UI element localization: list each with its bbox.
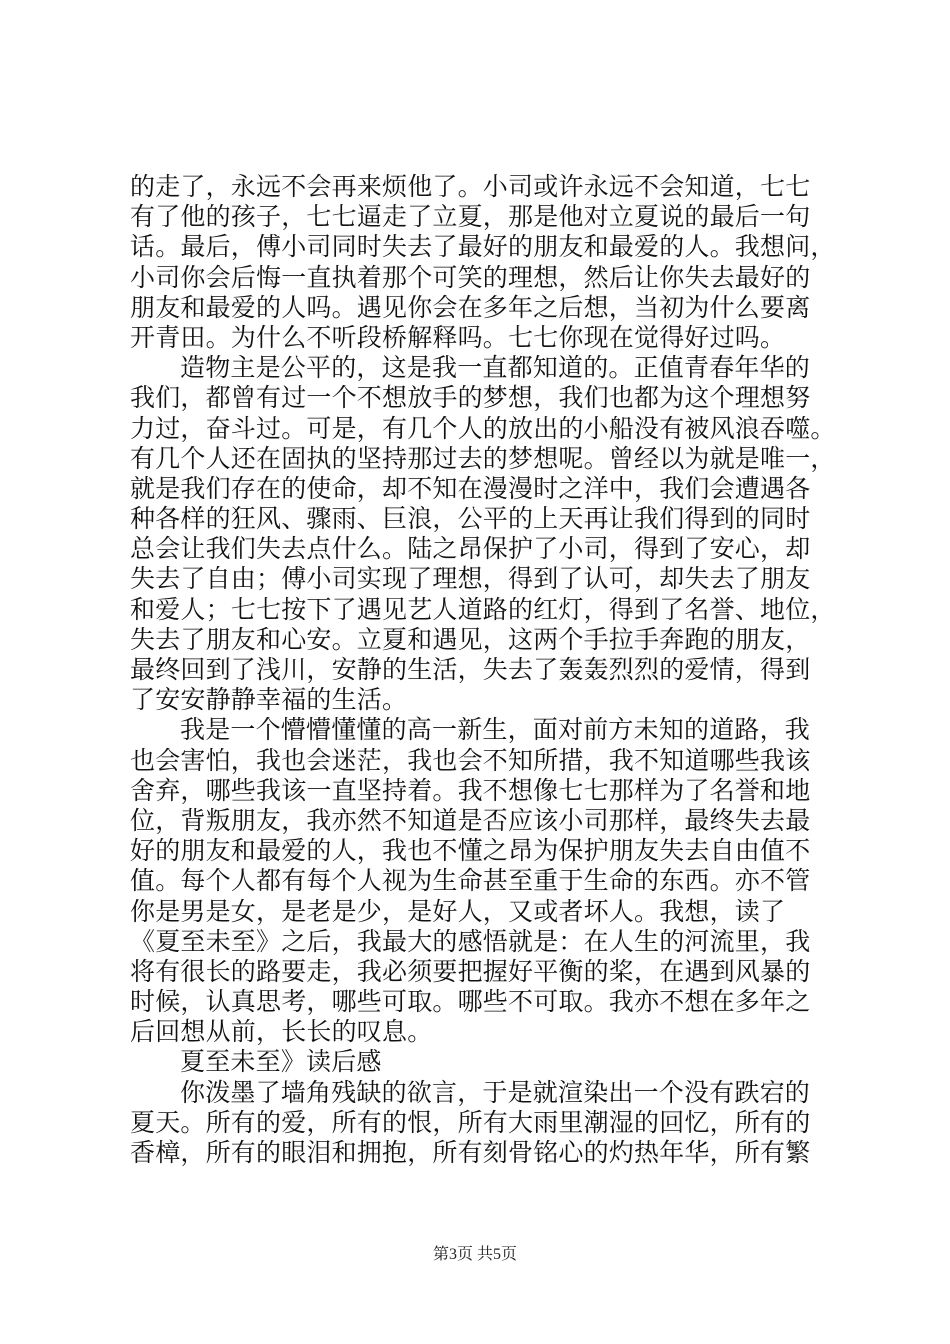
text-line: 香樟，所有的眼泪和拥抱，所有刻骨铭心的灼热年华，所有繁	[130, 1138, 811, 1167]
text-line: 《夏至未至》之后，我最大的感悟就是：在人生的河流里，我	[130, 926, 811, 956]
text-line: 种各样的狂风、骤雨、巨浪，公平的上天再让我们得到的同时	[130, 504, 811, 534]
text-line: 开青田。为什么不听段桥解释吗。七七你现在觉得好过吗。	[130, 322, 786, 352]
text-line: 最终回到了浅川，安静的生活，失去了轰轰烈烈的爱情，得到	[130, 655, 811, 684]
text-line: 话。最后，傅小司同时失去了最好的朋友和最爱的人。我想问，	[130, 232, 836, 262]
text-line: 我们，都曾有过一个不想放手的梦想，我们也都为这个理想努	[130, 383, 811, 413]
text-line: 你是男是女，是老是少，是好人，又或者坏人。我想，读了	[130, 896, 786, 926]
text-line: 有几个人还在固执的坚持那过去的梦想呢。曾经以为就是唯一，	[130, 443, 836, 473]
text-line: 值。每个人都有每个人视为生命甚至重于生命的东西。亦不管	[130, 866, 811, 896]
body-text	[130, 172, 842, 1168]
text-line: 总会让我们失去点什么。陆之昂保护了小司，得到了安心，却	[130, 534, 811, 564]
text-line: 后回想从前，长长的叹息。	[130, 1017, 433, 1047]
text-line: 就是我们存在的使命，却不知在漫漫时之洋中，我们会遭遇各	[130, 473, 811, 503]
text-line: 将有很长的路要走，我必须要把握好平衡的桨，在遇到风暴的	[130, 956, 811, 986]
paragraph-first-line: 你泼墨了墙角残缺的欲言，于是就渲染出一个没有跌宕的	[180, 1077, 811, 1107]
text-line: 力过，奋斗过。可是，有几个人的放出的小船没有被风浪吞噬。	[130, 413, 836, 443]
text-line: 夏天。所有的爱，所有的恨，所有大雨里潮湿的回忆，所有的	[130, 1107, 811, 1137]
section-heading: 夏至未至》读后感	[180, 1047, 382, 1077]
text-line: 位，背叛朋友，我亦然不知道是否应该小司那样，最终失去最	[130, 805, 811, 835]
paragraph-first-line: 造物主是公平的，这是我一直都知道的。正值青春年华的	[180, 353, 811, 383]
text-line: 有了他的孩子，七七逼走了立夏，那是他对立夏说的最后一句	[130, 202, 811, 232]
text-line: 失去了朋友和心安。立夏和遇见，这两个手拉手奔跑的朋友，	[130, 624, 811, 654]
text-line: 了安安静静幸福的生活。	[130, 685, 408, 715]
text-line: 和爱人；七七按下了遇见艺人道路的红灯，得到了名誉、地位，	[130, 594, 836, 624]
paragraph-first-line: 我是一个懵懵懂懂的高一新生，面对前方未知的道路，我	[180, 715, 811, 745]
text-line: 也会害怕，我也会迷茫，我也会不知所措，我不知道哪些我该	[130, 745, 811, 775]
text-line: 时候，认真思考，哪些可取。哪些不可取。我亦不想在多年之	[130, 987, 811, 1017]
text-line: 小司你会后悔一直执着那个可笑的理想，然后让你失去最好的	[130, 262, 811, 292]
text-line: 舍弃，哪些我该一直坚持着。我不想像七七那样为了名誉和地	[130, 775, 811, 805]
page-number: 第3页 共5页	[432, 1246, 517, 1263]
text-line: 朋友和最爱的人吗。遇见你会在多年之后想，当初为什么要离	[130, 292, 811, 322]
text-line: 好的朋友和最爱的人，我也不懂之昂为保护朋友失去自由值不	[130, 836, 811, 866]
text-line: 失去了自由；傅小司实现了理想，得到了认可，却失去了朋友	[130, 564, 811, 594]
text-line: 的走了，永远不会再来烦他了。小司或许永远不会知道，七七	[130, 172, 811, 201]
